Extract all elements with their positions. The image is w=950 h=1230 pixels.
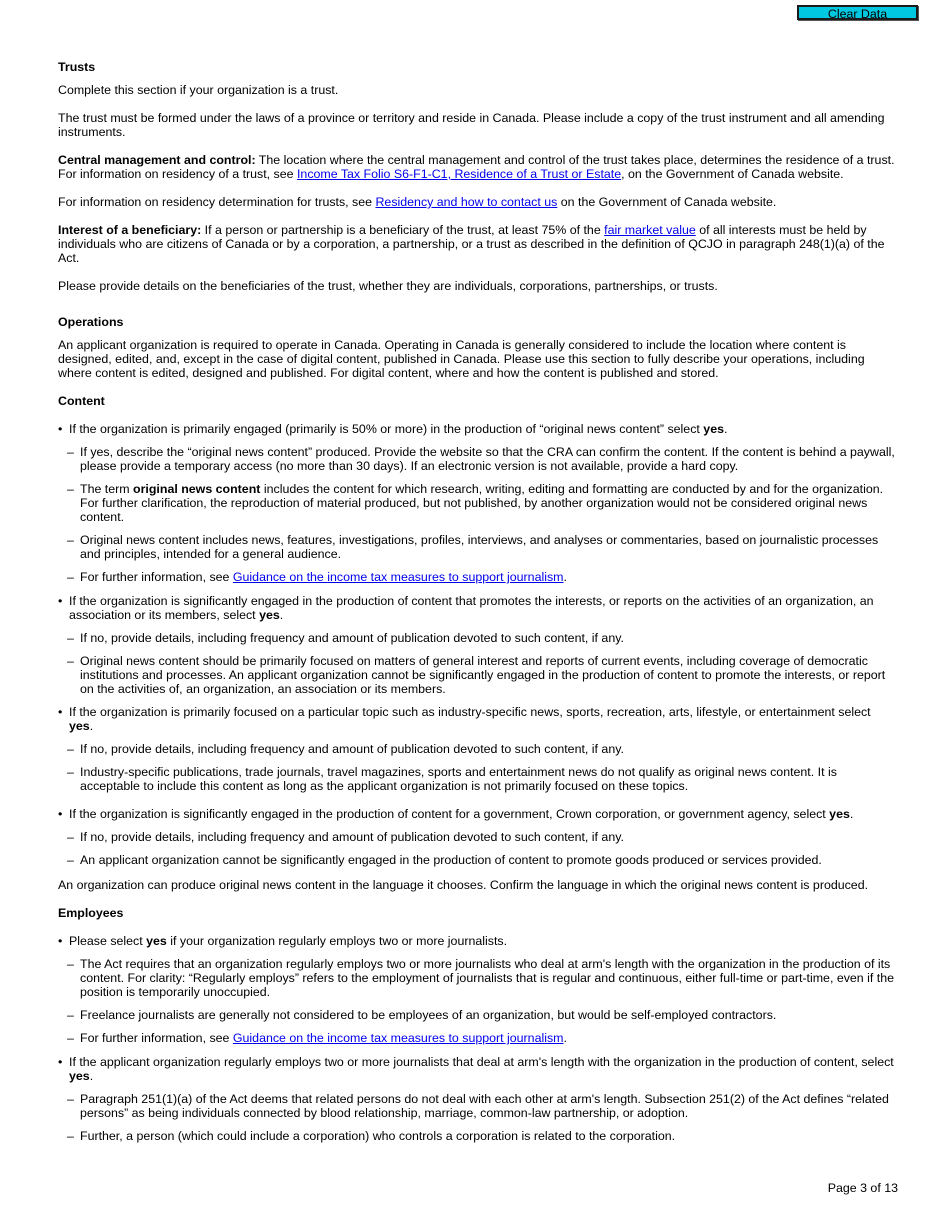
list-item: – Original news content includes news, features, investigations, profiles, interviews, and analyses or commentaries, based on journalistic processes and principles, intended for a general audience. [67,533,879,561]
operations-heading: Operations [58,315,124,329]
employees-heading: Employees [58,906,124,920]
list-item: – If no, provide details, including frequency and amount of publication devoted to such content, if any. [67,742,624,756]
content-bullet-original-news: • If the organization is primarily engaged (primarily is 50% or more) in the production of “original news content” select yes. [58,422,896,436]
residency-paragraph: For information on residency determination for trusts, see Residency and how to contact us on the Government of Canada website. [58,195,777,209]
central-management-label: Central management and control: [58,153,256,167]
content-bullet-government: • If the organization is significantly engaged in the production of content for a government, Crown corporation, or government agency, select yes. [58,807,896,821]
content-heading: Content [58,394,105,408]
employees-bullet-arms-length: • If the applicant organization regularly employs two or more journalists that deal at arm's length with the organization in the production of content, select yes. [58,1055,896,1083]
central-management-paragraph: Central management and control: The location where the central management and control of the trust takes place, determines the residence of a trust. For information on residency of a trust, see Income Tax Folio S6-F1-C1, Residence of a Trust or Estate, on the Government of Canada website. [58,153,895,181]
page-content [58,60,896,1143]
list-item: – Paragraph 251(1)(a) of the Act deems that related persons do not deal with each other at arm's length. Subsection 251(2) of the Act defines “related persons” as being individuals connected by blood relationship, marriage, common-law partnership, or adoption. [67,1092,889,1120]
residency-link[interactable]: Residency and how to contact us [375,195,558,209]
list-item: – Freelance journalists are generally not considered to be employees of an organization, but would be self-employed contractors. [67,1008,777,1022]
content-bullet-promotes-interests: • If the organization is significantly engaged in the production of content that promotes the interests, or reports on the activities of an organization, an association or its members, select yes. [58,594,896,622]
list-item: – The Act requires that an organization regularly employs two or more journalists who deal at arm's length with the organization in the production of its content. For clarity: “Regularly employs” refers to the employment of journalists that is regular and continuous, either full-time or part-time, even if the position is temporarily unoccupied. [67,957,895,999]
clear-data-button[interactable]: Clear Data [797,5,918,20]
list-item: – If no, provide details, including frequency and amount of publication devoted to such content, if any. [67,631,624,645]
trusts-heading: Trusts [58,60,96,74]
list-item: – Further, a person (which could include a corporation) who controls a corporation is related to the corporation. [67,1129,676,1143]
beneficiary-details-text: Please provide details on the beneficiaries of the trust, whether they are individuals, corporations, partnerships, or trusts. [58,279,718,293]
list-item: – Original news content should be primarily focused on matters of general interest and reports of current events, including coverage of democratic institutions and processes. An applicant organization cannot be significantly engaged in the production of content to promote the interests, or report on the activities of, an organization, an association or its members. [67,654,886,696]
operations-text: An applicant organization is required to operate in Canada. Operating in Canada is generally considered to include the location where content is designed, edited, and, except in the case of digital content, published in Canada. Please use this section to fully describe your operations, including where content is edited, designed and published. For digital content, where and how the content is published and stored. [58,338,865,380]
trusts-formation-text: The trust must be formed under the laws of a province or territory and reside in Canada. Please include a copy of the trust instrument and all amending instruments. [58,111,885,139]
fair-market-value-link[interactable]: fair market value [604,223,696,237]
list-item: – An applicant organization cannot be significantly engaged in the production of content to promote goods produced or services provided. [67,853,822,867]
list-item: – For further information, see Guidance on the income tax measures to support journalism. [67,1031,567,1045]
list-item: – If no, provide details, including frequency and amount of publication devoted to such content, if any. [67,830,624,844]
list-item: – If yes, describe the “original news content” produced. Provide the website so that the CRA can confirm the content. If the content is behind a paywall, please provide a temporary access (no more than 30 days). If an electronic version is not available, provide a hard copy. [67,445,895,473]
content-bullet-particular-topic: • If the organization is primarily focused on a particular topic such as industry-specific news, sports, recreation, arts, lifestyle, or entertainment select yes. [58,705,896,733]
journalism-guidance-link-2[interactable]: Guidance on the income tax measures to support journalism [232,1031,564,1045]
list-item: – For further information, see Guidance on the income tax measures to support journalism. [67,570,567,584]
page-number: Page 3 of 13 [827,1181,898,1195]
beneficiary-interest-paragraph: Interest of a beneficiary: If a person or partnership is a beneficiary of the trust, at least 75% of the fair market value of all interests must be held by individuals who are citizens of Canada or by a corporation, a partnership, or a trust as described in the definition of QCJO in paragraph 248(1)(a) of the Act. [58,223,885,265]
employees-bullet-two-journalists: • Please select yes if your organization regularly employs two or more journalists. [58,934,896,948]
language-text: An organization can produce original news content in the language it chooses. Confirm the language in which the original news content is produced. [58,878,869,892]
journalism-guidance-link[interactable]: Guidance on the income tax measures to support journalism [232,570,564,584]
list-item: – The term original news content includes the content for which research, writing, editing and formatting are conducted by and for the organization. For further clarification, the reproduction of material produced, but not published, by another organization would not be considered original news content. [67,482,884,524]
list-item: – Industry-specific publications, trade journals, travel magazines, sports and entertainment news do not qualify as original news content. It is acceptable to include this content as long as the applicant organization is not primarily focused on these topics. [67,765,837,793]
trusts-intro: Complete this section if your organization is a trust. [58,83,339,97]
beneficiary-interest-label: Interest of a beneficiary: [58,223,202,237]
income-tax-folio-link[interactable]: Income Tax Folio S6-F1-C1, Residence of a Trust or Estate [296,167,622,181]
